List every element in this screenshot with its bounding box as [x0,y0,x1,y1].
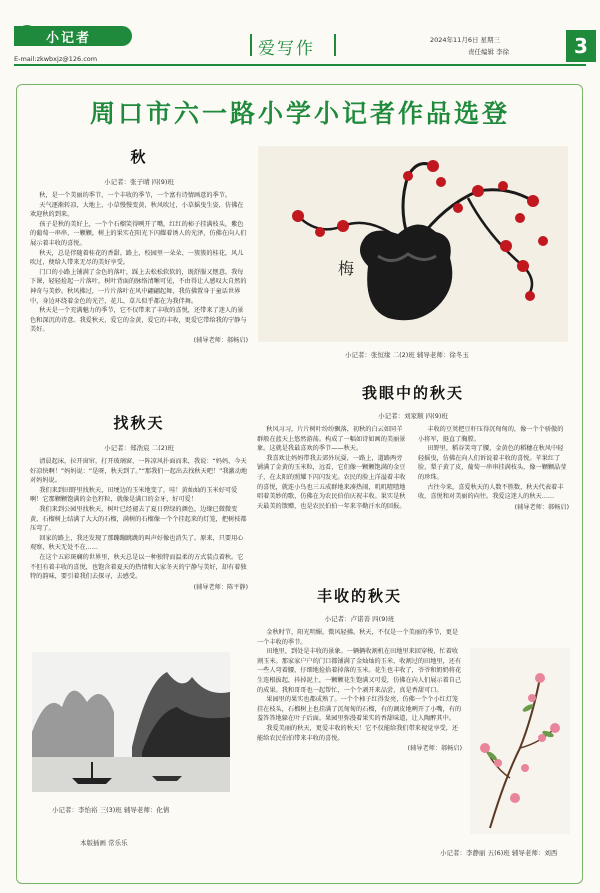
article-paragraph: 果园里的果实也都成熟了。一个个柿子红得发亮，仿佛一个个小红灯笼挂在枝头，石榴树上也挂满了沉甸甸的石榴，有的调皮地咧开了小嘴，有的羞答答地躲在叶子后面。果园里弥漫着果实的香甜味道，让人陶醉其中。 [257,696,462,723]
section-divider-right [334,34,336,56]
article-byline: 小记者：郑浩宸 二(2)班 [104,444,174,452]
article-paragraph: 孩子是秋的美好上，一个个石榴笑得咧开了嘴，红红的柿子挂满枝头，紫色的葡萄一串串、一颗颗，树上的果实在阳光下闪耀着诱人的光泽，仿佛在向人们展示着丰收的喜悦。 [30,220,247,247]
article-autumn [30,146,248,344]
article-paragraph: 清晨起床，拉开窗帘，打开玻璃窗，一阵凉风扑面而来，我说：“妈妈，今天好凉快啊！”妈妈说：“是呀，秋天到了。”“那我们一起出去找秋天吧！”我激动地对妈妈说。 [30,458,248,485]
article-paragraph: 古往今来，喜爱秋天的人数不胜数，秋天代表着丰收，喜悦和对美丽的向往。我爱这迷人的秋天…… [418,483,564,501]
article-my-eyes-autumn [257,382,569,511]
page-number: 3 [566,30,596,62]
article-paragraph: 金秋时节，阳光明媚，微风轻拂。秋天，不仅是一个美丽的季节，更是一个丰收的季节。 [257,629,459,646]
article-paragraph: 田地里，到处是丰收的景象。一辆辆收割机在田地里来回穿梭，忙着收割玉米。那家家户户的门口都铺满了金灿灿的玉米，收割过的田地里，还有一些人弯着腰，仔细地捡拾着掉落的玉米。花生也丰收了，爷爷和奶奶将花生连根拔起，抖掉泥土，一颗颗花生饱满又可爱，仿佛在向人们展示着自己的成果。我和哥哥也一起帮忙，一个个剥开来品尝，真是香甜可口。 [257,648,462,694]
article-find-autumn [30,412,248,591]
article-paragraph: 田野里，稻谷笑弯了腰，金黄色的稻穗在秋风中轻轻摇曳，仿佛在向人们诉说着丰收的喜悦。苹果红了脸，梨子黄了皮，葡萄一串串挂满枝头，像一颗颗晶莹的珍珠。 [418,445,567,481]
article-teacher: (辅导老师：郝畅启) [407,745,462,753]
header-rule [14,64,586,66]
peach-blossom-painting [470,648,570,834]
article-paragraph: 回家的路上，我还发现了那蹦蹦跳跳的叫声好像也消失了。原来，只要用心观察，秋天无处不在…… [30,534,244,552]
article-title: 找秋天 [113,414,165,432]
column-name: 小记者 [46,31,92,46]
article-paragraph: 秋天，总是伴随着桂花的香甜。路上，校园里一朵朵、一簇簇的桂花，风儿吹过，便给人带来无尽的美好享受。 [30,249,244,267]
article-byline: 小记者：卢诺善 四(9)班 [324,615,395,623]
article-columns [257,425,569,511]
article-paragraph: 我们来到田野里找秋天，田埂边的玉米地变了，哇！黄灿灿的玉米好可爱啊！它那颗颗饱满的金色籽粒，就像是满口的金牙，好可爱！ [30,486,238,504]
page-title: 周口市六一路小学小记者作品选登 [89,99,510,128]
landscape-ink-painting [32,652,230,792]
email-address: E-mail:zkwbxjz@126.com [14,55,98,63]
painting-calligraphy: 梅 [338,259,355,278]
article-title: 秋 [130,148,148,166]
article-teacher: (辅导老师：郝畅启) [193,336,248,344]
article-paragraph: 秋天是一个充满魅力的季节，它不仅带来了丰收的喜悦，还带来了迷人的景色和深沉的诗意。我爱秋天，爱它的金黄，爱它的丰收，更爱它带给我的宁静与美好。 [30,307,247,334]
article-paragraph: 我爱美丽的秋天，更爱丰收的秋天！它不仅能给我们带来视觉享受，还能给农民伯伯带来丰收的喜悦。 [257,724,459,742]
article-title: 丰收的秋天 [316,587,402,605]
section-divider-left [250,34,252,56]
article-byline: 小记者：张子晴 四(9)班 [104,178,174,186]
article-paragraph: 秋风习习，片片树叶纷纷飘落，初秋的白云如同羊群般在蓝天上悠然游荡。构成了一幅如诗如画的美丽景象。这就是我最喜欢的季节——秋天。 [257,426,406,453]
article-paragraph: 丰收的豆荚把豆秆压得沉甸甸的，像一个个骄傲的小将军，挺直了胸膛。 [418,426,564,443]
article-paragraph: 门口的小路上铺满了金色的落叶，踩上去松松软软的，既舒服又惬意。我每下课，轻轻捡起一片落叶，树叶背面的脉络清晰可见，不由得让人感叹大自然的神奇与美妙。秋风拂过，一片片落叶在风中翩翩起舞，我仿佛置身于童话世界中，身边环绕着金色的光芒，花儿、草儿似乎都在为我伴舞。 [30,268,247,305]
responsible-editor: 责任编辑 李徐 [468,48,510,56]
article-title: 我眼中的秋天 [361,384,464,402]
peach-painting-caption: 小记者：李静丽 五(6)班 辅导老师：刘西 [440,849,558,857]
article-harvest-autumn [257,585,462,752]
landscape-painting-caption: 小记者：李怡裕 三(3)班 辅导老师：化倩 [52,806,170,814]
plum-painting-caption: 小记者：张恒缘 二(2)班 辅导老师：徐冬玉 [345,351,469,359]
article-paragraph: 在这个五彩斑斓的世界里，秋天总是以一种独特而温柔的方式装点着秋。它不但有着丰收的喜悦，也饱含着夏天的热情和大家冬天的宁静与美好，却有着独特的韵味，要引着我们去探寻，去感受。 [30,553,247,581]
article-byline: 小记者：刘家顺 四(9)班 [378,412,448,420]
article-teacher: (辅导老师：郝畅启) [514,503,569,511]
article-paragraph: 天气逐渐转凉，大地上，小草慢慢变黄，秋风吹过，小草摇曳生姿，仿佛在欢迎秋的到来。 [30,201,244,219]
issue-date: 2024年11月6日 星期三 [430,36,501,44]
article-teacher: (辅导老师：陈平静) [193,583,248,591]
section-name: 爱写作 [258,39,315,59]
article-paragraph: 秋，是一个美丽的季节，一个丰收的季节，一个富有诗情画意的季节。 [39,192,232,199]
article-paragraph: 我喜欢让妈妈带我去郊外玩耍，一路上，道路两旁铺满了金黄的玉米粒，远看，它们像一颗颗饱满的金豆子，在太阳的照耀下闪闪发光。农民的脸上洋溢着丰收的喜悦，就连小鸟也三五成群地来凑热闹，叽叽喳喳地唱着美妙的歌，仿佛在为农民伯伯庆祝丰收。果实是秋天最美的馈赠，也是农民伯伯一年来辛勤汗水的回报。 [257,454,406,510]
illustration-credits: 本版插画 常乐乐 [80,839,128,847]
plum-blossom-painting [258,146,568,342]
article-paragraph: 我们来到公园里找秋天，树叶已经褪去了夏日碧绿的颜色，边缘已微微变黄，石榴树上结满了大大的石榴，满树的石榴像一个个挂起来的灯笼，把树枝都压弯了。 [30,505,247,533]
